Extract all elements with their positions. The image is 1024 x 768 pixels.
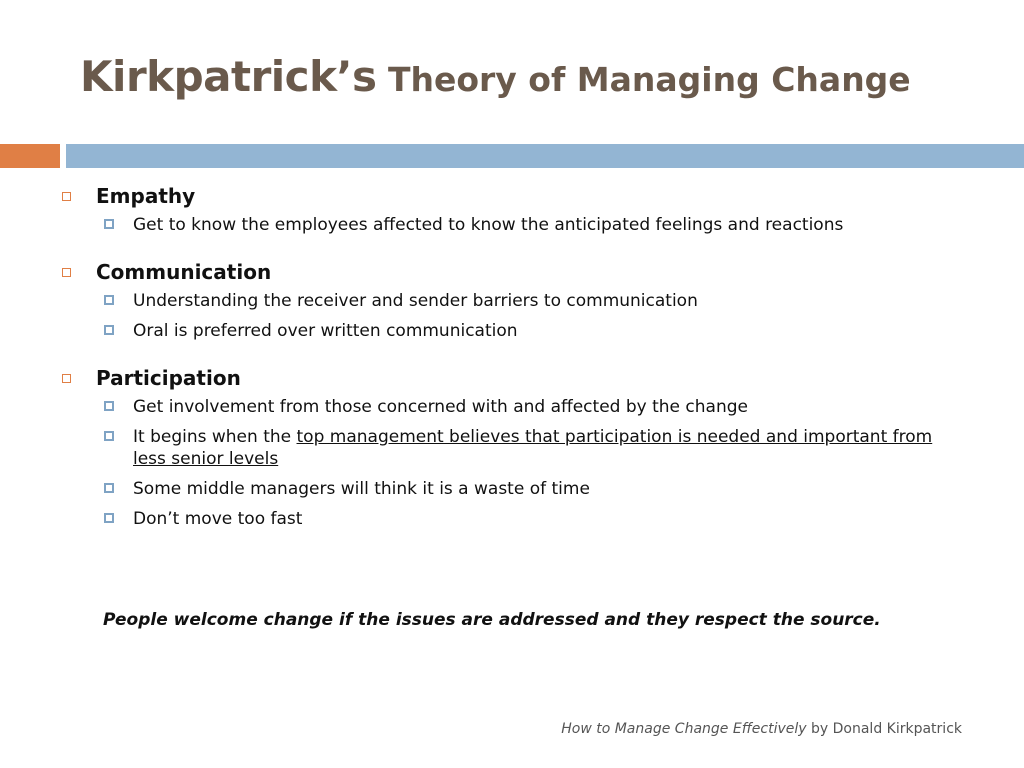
section-heading: Communication (96, 260, 272, 284)
hollow-square-bullet-icon (62, 268, 71, 277)
underlined-text: top management believes that participation is needed and important from less senior levels (133, 427, 933, 469)
bullet-text: Don’t move too fast (133, 509, 303, 529)
square-bullet-icon (104, 295, 114, 305)
section-heading: Empathy (96, 184, 196, 208)
bullet-level2 (104, 396, 962, 418)
bullet-text: Some middle managers will think it is a waste of time (133, 479, 590, 499)
bullet-level2 (104, 426, 962, 470)
bullet-text: Get involvement from those concerned with and affected by the change (133, 397, 748, 417)
bullet-text-prefix: It begins when the (133, 427, 297, 447)
square-bullet-icon (104, 401, 114, 411)
square-bullet-icon (104, 431, 114, 441)
section-participation (62, 364, 962, 530)
bullet-level1 (62, 182, 962, 210)
bullet-list (62, 182, 962, 552)
bullet-level2 (104, 214, 962, 236)
hollow-square-bullet-icon (62, 374, 71, 383)
bullet-level2 (104, 320, 962, 342)
bullet-level2 (104, 508, 962, 530)
square-bullet-icon (104, 483, 114, 493)
square-bullet-icon (104, 219, 114, 229)
bullet-text: Understanding the receiver and sender barriers to communication (133, 291, 698, 311)
section-communication (62, 258, 962, 342)
bullet-level1 (62, 364, 962, 392)
footer-byline: by Donald Kirkpatrick (806, 721, 962, 737)
hollow-square-bullet-icon (62, 192, 71, 201)
bullet-level2 (104, 290, 962, 312)
title-main: Kirkpatrick’s (80, 52, 377, 101)
bullet-level1 (62, 258, 962, 286)
accent-bar-blue (66, 144, 1024, 168)
footer-citation (561, 721, 962, 737)
page-title (80, 52, 911, 101)
bullet-level2 (104, 478, 962, 500)
accent-bar-orange (0, 144, 60, 168)
closing-statement: People welcome change if the issues are addressed and they respect the source. (103, 610, 881, 630)
section-heading: Participation (96, 366, 241, 390)
bullet-text (133, 426, 962, 470)
title-rest: Theory of Managing Change (376, 60, 911, 99)
bullet-text: Get to know the employees affected to know the anticipated feelings and reactions (133, 215, 844, 235)
bullet-text: Oral is preferred over written communication (133, 321, 518, 341)
section-empathy (62, 182, 962, 236)
footer-book-title: How to Manage Change Effectively (561, 721, 807, 737)
square-bullet-icon (104, 513, 114, 523)
square-bullet-icon (104, 325, 114, 335)
